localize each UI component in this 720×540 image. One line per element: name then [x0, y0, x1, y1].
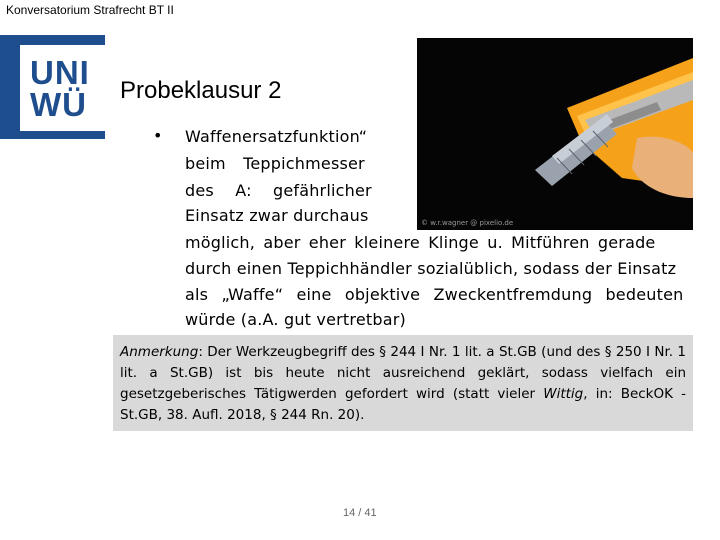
bullet-line-1: Waffenersatzfunktion“	[185, 127, 368, 146]
note-author: Wittig	[543, 386, 584, 402]
note-text-part2: , in: BeckOK -St.GB, 38. Aufl. 2018, § 244 Rn. 20).	[120, 386, 686, 423]
slide-title: Probeklausur 2	[120, 77, 282, 104]
note-text-part1: : Der Werkzeugbegriff des § 244 I Nr. 1 lit. a St.GB (und des § 250 I Nr. 1 lit. a St.GB) ist bis heute nicht ausreichend geklärt, sodass vielfach ein gesetzgeberisches Tätigwerden gefordert wird (statt vieler	[120, 344, 686, 402]
course-title: Konversatorium Strafrecht BT II	[6, 3, 174, 17]
bullet-marker: •	[153, 126, 163, 145]
bullet-line-6: durch einen Teppichhändler sozialüblich, sodass der Einsatz	[185, 259, 677, 278]
page-number: 14 / 41	[343, 507, 377, 519]
bullet-line-3: des A: gefährlicher	[185, 181, 372, 200]
university-logo	[0, 35, 105, 139]
bullet-line-5: möglich, aber eher kleinere Klinge u. Mitführen gerade	[185, 233, 656, 252]
note-text	[120, 342, 686, 426]
bullet-line-7: als „Waffe“ eine objektive Zweckentfremdung bedeuten	[185, 285, 684, 304]
bullet-line-4: Einsatz zwar durchaus	[185, 206, 369, 225]
box-cutter-illustration	[417, 38, 693, 230]
logo-mark	[20, 45, 105, 131]
bullet-line-2: beim Teppichmesser	[185, 154, 365, 173]
logo-text-line1: UNI	[30, 54, 90, 91]
logo-text-line2: WÜ	[30, 86, 87, 123]
note-label: Anmerkung	[120, 344, 199, 360]
bullet-line-8: würde (a.A. gut vertretbar)	[185, 310, 406, 329]
photo-credit: © w.r.wagner @ pixelio.de	[421, 219, 514, 227]
box-cutter-photo	[417, 38, 693, 230]
note-box	[113, 335, 693, 431]
